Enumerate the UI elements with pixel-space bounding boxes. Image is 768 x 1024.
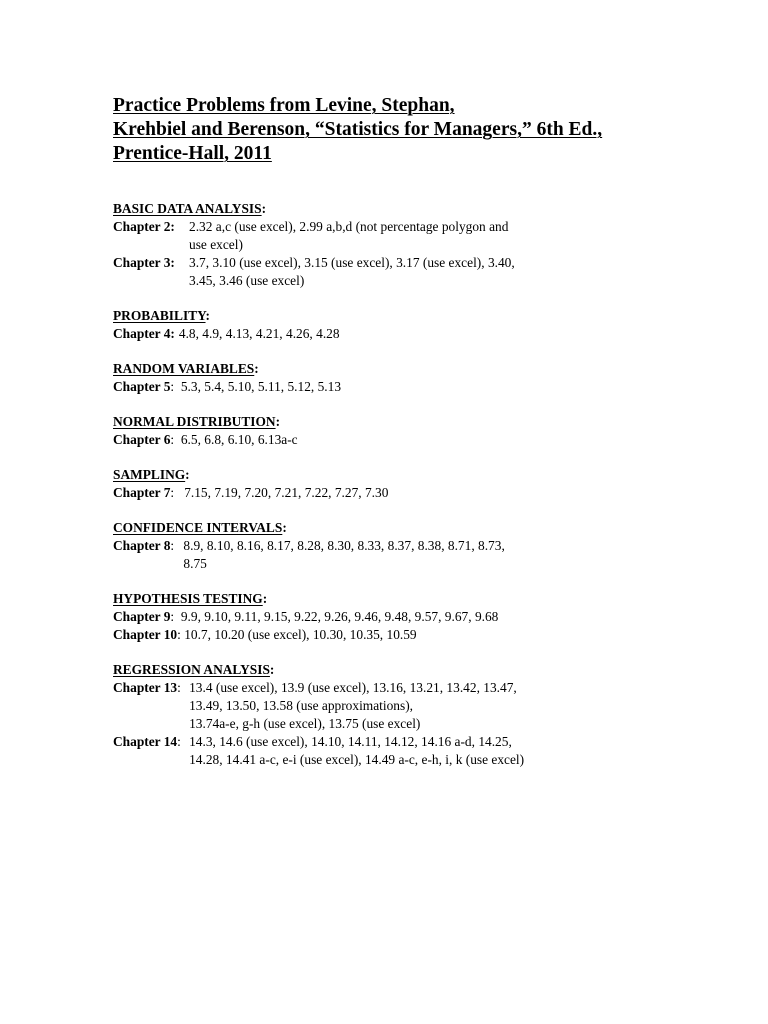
chapter-entry [113, 325, 753, 343]
chapter-problems: 3.7, 3.10 (use excel), 3.15 (use excel), 3.17 (use excel), 3.40, 3.45, 3.46 (use excel) [189, 255, 515, 288]
chapter-entry: Chapter 7 : 7.15, 7.19, 7.20, 7.21, 7.22, 7.27, 7.30 [113, 485, 389, 500]
chapter-label: Chapter 14 [113, 734, 178, 749]
section-heading: SAMPLING: [113, 467, 190, 482]
section-heading: REGRESSION ANALYSIS: [113, 662, 275, 677]
chapter-entry: Chapter 13 : 13.4 (use excel), 13.9 (use excel), 13.16, 13.21, 13.42, 13.47, 13.49, 13.50, 13.58 (use approximations), 13.74a-e, g-h (use excel), 13.75 (use excel) [113, 680, 517, 731]
chapter-problems: 5.3, 5.4, 5.10, 5.11, 5.12, 5.13 [180, 379, 342, 394]
chapter-label: Chapter 2: [113, 219, 175, 234]
chapter-problems: 13.4 (use excel), 13.9 (use excel), 13.16, 13.21, 13.42, 13.47, 13.49, 13.50, 13.58 (use approximations), 13.74a-e, g-h (use excel), 13.75 (use excel) [189, 680, 517, 731]
section-heading: BASIC DATA ANALYSIS: [113, 201, 267, 216]
title-line: Prentice-Hall, 2011 [113, 143, 272, 164]
chapter-entry: Chapter 9 : 9.9, 9.10, 9.11, 9.15, 9.22, 9.26, 9.46, 9.48, 9.57, 9.67, 9.68 [113, 609, 499, 624]
section-random-variables [113, 360, 753, 396]
title-line: Krehbiel and Berenson, “Statistics for Managers,” 6th Ed., [113, 119, 603, 140]
chapter-label: Chapter 8 [113, 538, 171, 553]
chapter-entry [113, 254, 753, 290]
section-basic-data-analysis [113, 200, 753, 290]
chapter-problems: 10.7, 10.20 (use excel), 10.30, 10.35, 10.59 [184, 627, 417, 642]
chapter-label: Chapter 5 [113, 379, 171, 394]
section-sampling [113, 466, 753, 502]
chapter-label: Chapter 7 [113, 485, 171, 500]
chapter-label: Chapter 9 [113, 609, 171, 624]
chapter-entry: Chapter 5 : 5.3, 5.4, 5.10, 5.11, 5.12, 5.13 [113, 379, 342, 394]
chapter-label: Chapter 6 [113, 432, 171, 447]
chapter-problems: 9.9, 9.10, 9.11, 9.15, 9.22, 9.26, 9.46, 9.48, 9.57, 9.67, 9.68 [180, 609, 499, 624]
chapter-entry: Chapter 10 : 10.7, 10.20 (use excel), 10.30, 10.35, 10.59 [113, 627, 417, 642]
section-regression-analysis [113, 661, 753, 769]
chapter-problems: 4.8, 4.9, 4.13, 4.21, 4.26, 4.28 [178, 326, 340, 341]
chapter-label: Chapter 13 [113, 680, 178, 695]
chapter-label: Chapter 3: [113, 255, 175, 270]
document-title [113, 94, 753, 166]
section-normal-distribution [113, 413, 753, 449]
chapter-problems: 2.32 a,c (use excel), 2.99 a,b,d (not percentage polygon and use excel) [189, 219, 509, 252]
chapter-label: Chapter 4: [113, 326, 175, 341]
section-confidence-intervals [113, 519, 753, 573]
chapter-problems: 14.3, 14.6 (use excel), 14.10, 14.11, 14.12, 14.16 a-d, 14.25, 14.28, 14.41 a-c, e-i (use excel), 14.49 a-c, e-h, i, k (use excel) [189, 734, 525, 767]
section-heading: NORMAL DISTRIBUTION: [113, 414, 281, 429]
section-heading: CONFIDENCE INTERVALS: [113, 520, 287, 535]
section-heading: RANDOM VARIABLES: [113, 361, 259, 376]
section-heading: PROBABILITY: [113, 308, 210, 323]
chapter-entry: Chapter 14 : 14.3, 14.6 (use excel), 14.10, 14.11, 14.12, 14.16 a-d, 14.25, 14.28, 14.41 a-c, e-i (use excel), 14.49 a-c, e-h, i, k (use excel) [113, 734, 525, 767]
title-line: Practice Problems from Levine, Stephan, [113, 95, 455, 116]
chapter-problems: 7.15, 7.19, 7.20, 7.21, 7.22, 7.27, 7.30 [184, 485, 389, 500]
section-probability [113, 307, 753, 343]
chapter-label: Chapter 10 [113, 627, 178, 642]
chapter-entry: Chapter 8 : 8.9, 8.10, 8.16, 8.17, 8.28, 8.30, 8.33, 8.37, 8.38, 8.71, 8.73, 8.75 [113, 538, 505, 571]
problem-list [113, 200, 753, 786]
section-hypothesis-testing [113, 590, 753, 644]
chapter-problems: 6.5, 6.8, 6.10, 6.13a-c [180, 432, 298, 447]
chapter-problems: 8.9, 8.10, 8.16, 8.17, 8.28, 8.30, 8.33, 8.37, 8.38, 8.71, 8.73, 8.75 [183, 538, 505, 571]
chapter-entry: Chapter 6 : 6.5, 6.8, 6.10, 6.13a-c [113, 432, 298, 447]
section-heading: HYPOTHESIS TESTING: [113, 591, 268, 606]
chapter-entry [113, 218, 753, 254]
